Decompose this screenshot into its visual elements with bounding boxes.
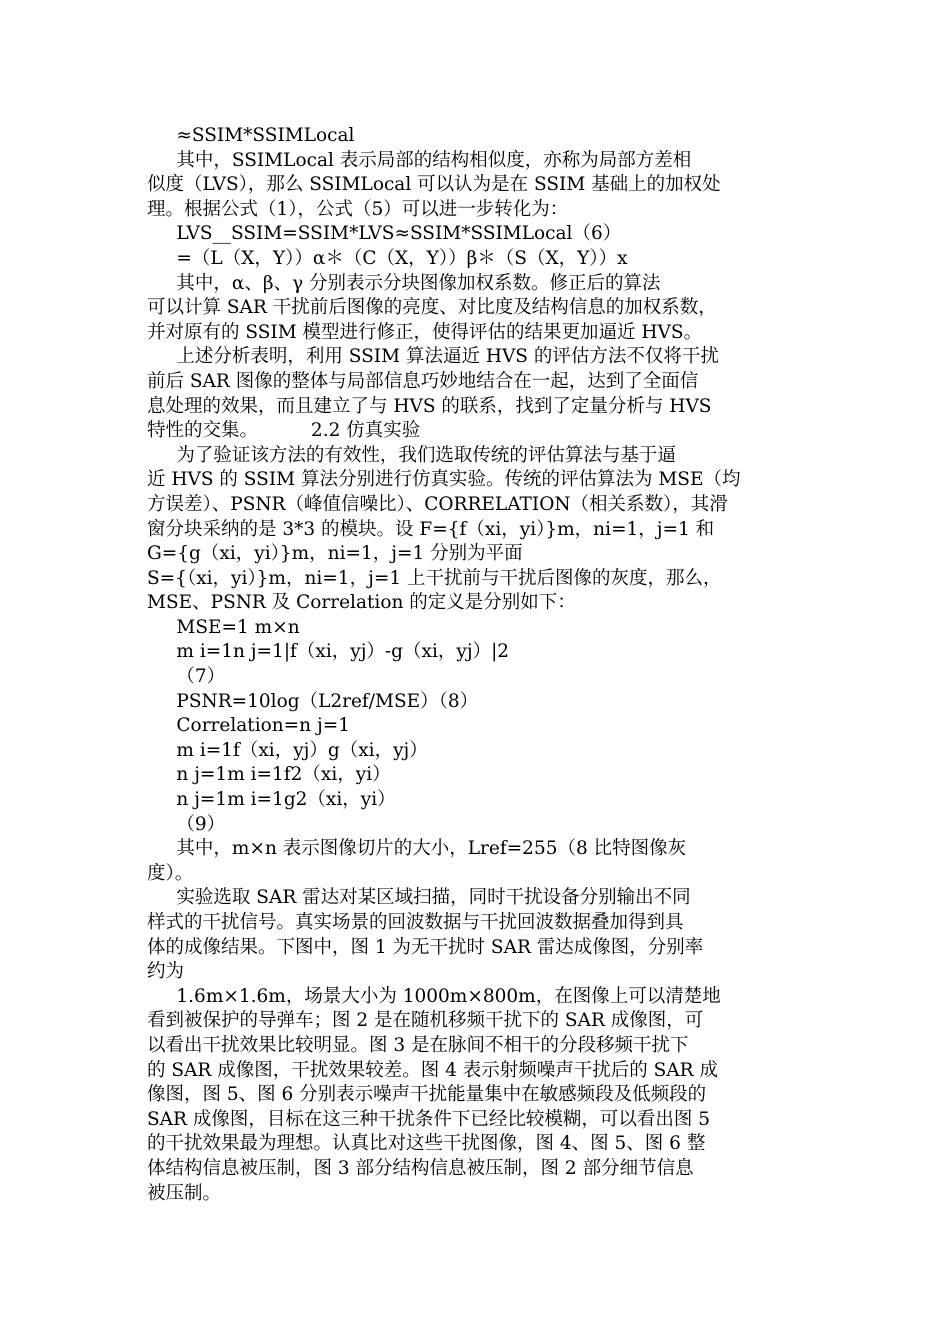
text-line: 似度（LVS），那么 SSIMLocal 可以认为是在 SSIM 基础上的加权处 xyxy=(147,174,721,196)
text-line: 其中，α、β、γ 分别表示分块图像加权系数。修正后的算法 xyxy=(147,272,661,294)
text-line: 以看出干扰效果比较明显。图 3 是在脉间不相干的分段移频干扰下 xyxy=(147,1034,689,1056)
text-line: MSE、PSNR 及 Correlation 的定义是分别如下： xyxy=(147,592,576,614)
text-line: 的干扰效果最为理想。认真比对这些干扰图像，图 4、图 5、图 6 整 xyxy=(147,1133,706,1155)
text-line: ≈SSIM*SSIMLocal xyxy=(147,125,355,146)
text-line: 实验选取 SAR 雷达对某区域扫描，同时干扰设备分别输出不同 xyxy=(147,887,691,909)
text-line: 上述分析表明，利用 SSIM 算法逼近 HVS 的评估方法不仅将干扰 xyxy=(147,346,719,368)
body-text xyxy=(147,124,812,1206)
text-line: 前后 SAR 图像的整体与局部信息巧妙地结合在一起，达到了全面信 xyxy=(147,370,699,392)
text-line: 1.6m×1.6m，场景大小为 1000m×800m，在图像上可以清楚地 xyxy=(147,985,721,1007)
text-line: 近 HVS 的 SSIM 算法分别进行仿真实验。传统的评估算法为 MSE（均 xyxy=(147,469,741,491)
text-line: MSE=1 m×n xyxy=(147,616,300,638)
text-line: PSNR=10log（L2ref/MSE）（8） xyxy=(147,690,479,712)
text-line: 特性的交集。 2.2 仿真实验 xyxy=(147,420,421,442)
text-line: n j=1m i=1g2（xi，yi） xyxy=(147,789,396,811)
text-line: 为了验证该方法的有效性，我们选取传统的评估算法与基于逼 xyxy=(147,444,676,466)
text-line: 看到被保护的导弹车；图 2 是在随机移频干扰下的 SAR 成像图，可 xyxy=(147,1010,704,1032)
text-line: 理。根据公式（1），公式（5）可以进一步转化为： xyxy=(147,198,569,220)
text-line: S={（xi，yi）}m，ni=1，j=1 上干扰前与干扰后图像的灰度，那么， xyxy=(147,567,722,589)
text-line: =（L（X，Y））α＊（C（X，Y））β＊（S（X，Y））x xyxy=(147,247,628,269)
text-line: 窗分块采纳的是 3*3 的模块。设 F={f（xi，yi）}m，ni=1，j=1 和 xyxy=(147,518,715,540)
text-line: m i=1n j=1|f（xi，yj）-g（xi，yj）|2 xyxy=(147,641,510,663)
text-line: m i=1f（xi，yj）g（xi，yj） xyxy=(147,739,428,761)
text-line: 其中，SSIMLocal 表示局部的结构相似度，亦称为局部方差相 xyxy=(147,149,692,171)
text-line: G={g（xi，yi）}m，ni=1，j=1 分别为平面 xyxy=(147,543,523,565)
text-line: 约为 xyxy=(147,961,185,983)
text-line: n j=1m i=1f2（xi，yi） xyxy=(147,764,391,786)
text-line: 样式的干扰信号。真实场景的回波数据与干扰回波数据叠加得到具 xyxy=(147,912,684,933)
text-line: 方误差）、PSNR（峰值信噪比）、CORRELATION（相关系数），其滑 xyxy=(147,493,728,515)
text-line: 像图，图 5、图 6 分别表示噪声干扰能量集中在敏感频段及低频段的 xyxy=(147,1084,707,1106)
text-line: 并对原有的 SSIM 模型进行修正，使得评估的结果更加逼近 HVS。 xyxy=(147,321,703,343)
text-line: 体的成像结果。下图中，图 1 为无干扰时 SAR 雷达成像图，分别率 xyxy=(147,936,704,958)
text-line: （7） xyxy=(147,666,226,688)
text-line: 的 SAR 成像图，干扰效果较差。图 4 表示射频噪声干扰后的 SAR 成 xyxy=(147,1059,718,1081)
text-line: 息处理的效果，而且建立了与 HVS 的联系，找到了定量分析与 HVS xyxy=(147,395,712,417)
text-line: （9） xyxy=(147,813,226,835)
text-line: LVS__SSIM=SSIM*LVS≈SSIM*SSIMLocal（6） xyxy=(147,223,622,245)
text-line: 被压制。 xyxy=(147,1182,222,1204)
text-line: SAR 成像图，目标在这三种干扰条件下已经比较模糊，可以看出图 5 xyxy=(147,1108,710,1130)
text-line: 可以计算 SAR 干扰前后图像的亮度、对比度及结构信息的加权系数， xyxy=(147,297,717,319)
text-line: 体结构信息被压制，图 3 部分结构信息被压制，图 2 部分细节信息 xyxy=(147,1157,694,1179)
text-line: 度）。 xyxy=(147,862,194,884)
text-line: 其中，m×n 表示图像切片的大小，Lref=255（8 比特图像灰 xyxy=(147,838,687,860)
text-line: Correlation=n j=1 xyxy=(147,715,350,737)
